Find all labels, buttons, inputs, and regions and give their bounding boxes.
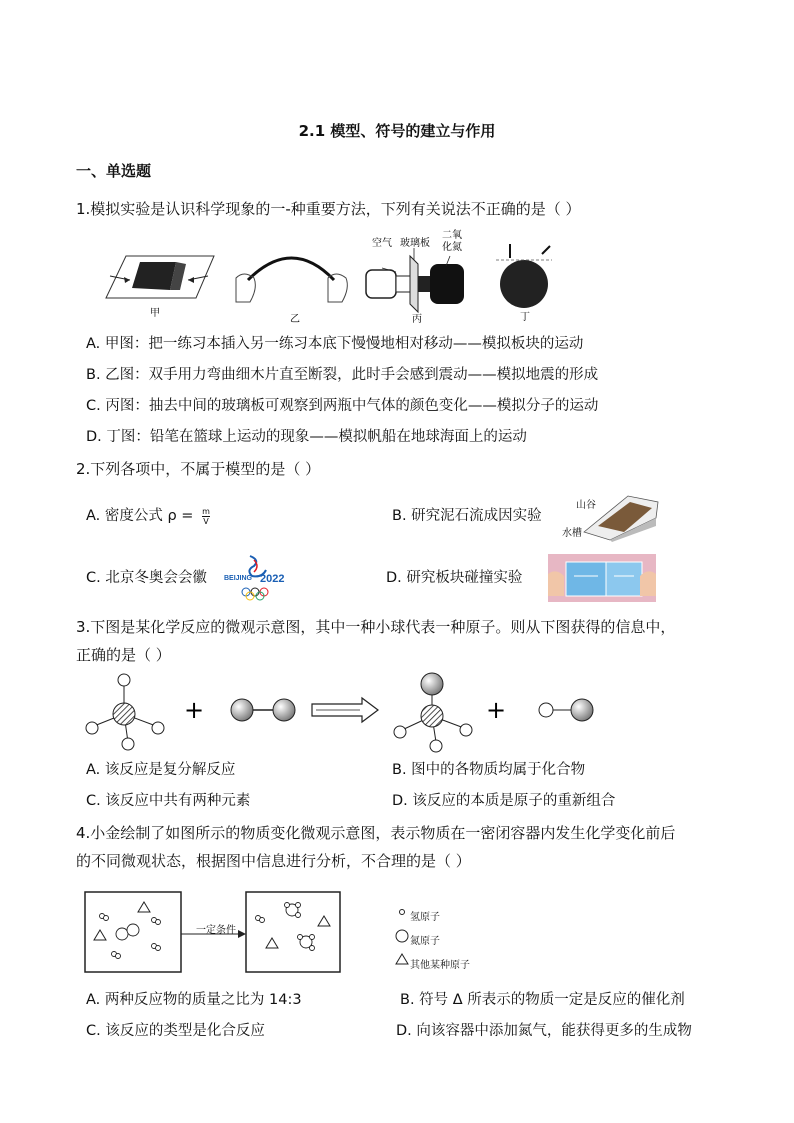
q2-option-b[interactable]: B. 研究泥石流成因实验 — [392, 508, 542, 524]
section-heading: 一、单选题 — [76, 162, 152, 180]
figure-ding — [496, 244, 552, 308]
svg-text:2022: 2022 — [260, 573, 285, 585]
product-molecule-a — [394, 673, 472, 752]
figure-jia — [106, 256, 214, 298]
question-1-stem: 1.模拟实验是认识科学现象的一-种重要方法，下列有关说法不正确的是（ ） — [76, 200, 581, 218]
product-molecule-b — [539, 699, 593, 721]
legend-nitrogen: 氮原子 — [410, 936, 440, 947]
figure-ding-label: 丁 — [520, 312, 530, 323]
reaction-arrow — [312, 698, 378, 722]
question-4-stem-line-2: 的不同微观状态，根据图中信息进行分析，不合理的是（ ） — [76, 852, 471, 870]
plus-sign-1: + — [184, 696, 205, 724]
arrow-condition-label: 一定条件 — [196, 925, 236, 936]
legend-hydrogen: 氢原子 — [410, 912, 440, 923]
valley-label: 山谷 — [576, 500, 596, 511]
q2-option-a-text: A. 密度公式 ρ = — [86, 508, 194, 524]
question-4-stem-line-1: 4.小金绘制了如图所示的物质变化微观示意图，表示物质在一密闭容器内发生化学变化前后 — [76, 824, 676, 842]
plus-sign-2: + — [486, 696, 507, 724]
question-1-figure — [96, 228, 566, 324]
q1-option-c[interactable]: C. 丙图：抽去中间的玻璃板可观察到两瓶中气体的颜色变化——模拟分子的运动 — [86, 398, 599, 414]
question-3-stem-line-1: 3.下图是某化学反应的微观示意图，其中一种小球代表一种原子。则从下图获得的信息中， — [76, 618, 676, 636]
formula-denominator: V — [203, 516, 209, 526]
q4-option-d[interactable]: D. 向该容器中添加氮气，能获得更多的生成物 — [396, 1023, 692, 1039]
reactant-molecule-b — [231, 699, 295, 721]
page-title: 2.1 模型、符号的建立与作用 — [298, 122, 496, 140]
legend-other-atom: 其他某种原子 — [410, 960, 470, 971]
plate-collision-photo — [548, 554, 656, 602]
figure-jia-label: 甲 — [150, 308, 160, 319]
q4-option-a[interactable]: A. 两种反应物的质量之比为 14:3 — [86, 992, 302, 1008]
formula-numerator: m — [202, 506, 210, 516]
figure-bing-label: 丙 — [412, 314, 422, 325]
q3-option-d[interactable]: D. 该反应的本质是原子的重新组合 — [392, 793, 616, 809]
q2-option-c[interactable]: C. 北京冬奥会会徽 — [86, 570, 207, 586]
question-2-stem: 2.下列各项中，不属于模型的是（ ） — [76, 460, 321, 478]
q3-option-b[interactable]: B. 图中的各物质均属于化合物 — [392, 762, 586, 778]
question-3-stem-line-2: 正确的是（ ） — [76, 646, 171, 664]
svg-text:BEIJING: BEIJING — [224, 575, 253, 582]
q4-option-b[interactable]: B. 符号 Δ 所表示的物质一定是反应的催化剂 — [400, 992, 685, 1008]
figure-bing-air-label: 空气 — [372, 238, 392, 249]
q2-option-d[interactable]: D. 研究板块碰撞实验 — [386, 570, 523, 586]
q3-option-c[interactable]: C. 该反应中共有两种元素 — [86, 793, 251, 809]
beijing-2022-emblem-image — [220, 552, 302, 600]
question-3-reaction-diagram — [80, 668, 610, 752]
density-formula-fraction — [202, 507, 210, 526]
figure-yi-label: 乙 — [290, 314, 300, 325]
q1-option-a[interactable]: A. 甲图：把一练习本插入另一练习本底下慢慢地相对移动——模拟板块的运动 — [86, 336, 584, 352]
q1-option-d[interactable]: D. 丁图：铅笔在篮球上运动的现象——模拟帆船在地球海面上的运动 — [86, 429, 527, 445]
q2-option-a[interactable] — [86, 506, 210, 526]
q3-option-a[interactable]: A. 该反应是复分解反应 — [86, 762, 236, 778]
reactant-molecule-a — [86, 674, 164, 750]
q1-option-b[interactable]: B. 乙图：双手用力弯曲细木片直至断裂，此时手会感到震动——模拟地震的形成 — [86, 367, 599, 383]
figure-bing-no2-a: 二氧 — [442, 230, 462, 241]
figure-bing-glass-label: 玻璃板 — [400, 238, 430, 249]
figure-bing — [366, 248, 464, 312]
trough-label: 水槽 — [562, 528, 582, 539]
figure-bing-no2-b: 化氮 — [442, 242, 462, 253]
q4-option-c[interactable]: C. 该反应的类型是化合反应 — [86, 1023, 265, 1039]
figure-yi — [236, 258, 347, 302]
